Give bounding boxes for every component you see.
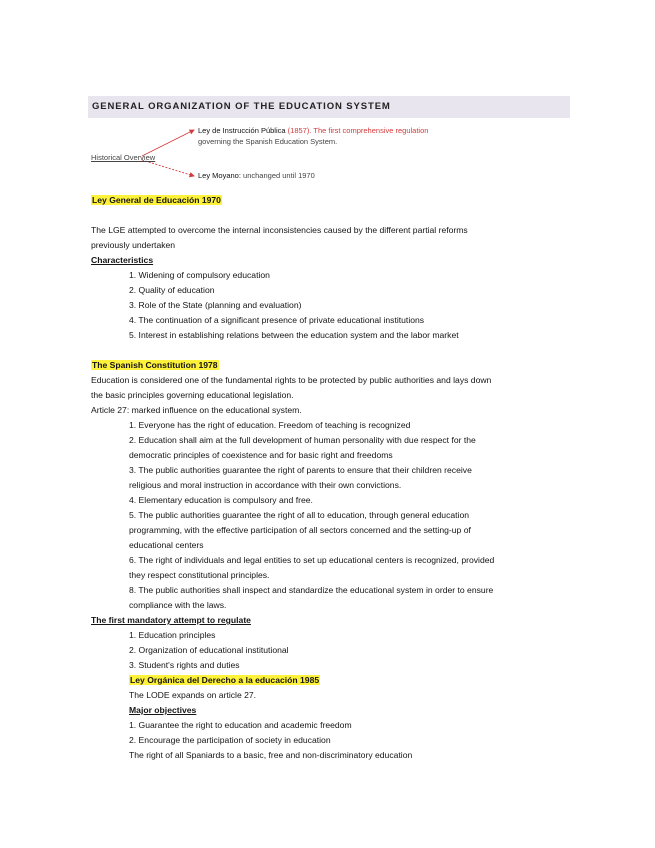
top-node-desc-1: The first comprehensive regulation <box>313 126 429 135</box>
top-node-title: Ley de Instrucción Pública <box>198 126 286 135</box>
list-item: 3. Student's rights and duties <box>129 660 240 670</box>
list-item-cont: programming, with the effective participation of all sectors concerned and the setting-up of <box>129 525 471 535</box>
list-item: 5. The public authorities guarantee the right of all to education, through general education <box>129 510 470 520</box>
list-item: 3. Role of the State (planning and evaluation) <box>129 300 302 310</box>
list-item: 2. Organization of educational institutional <box>129 645 289 655</box>
list-item: 1. Education principles <box>129 630 216 640</box>
constitution-intro-1: Education is considered one of the fundamental rights to be protected by public authorities and lays down <box>91 375 492 385</box>
document-body <box>91 193 561 763</box>
lge-heading: Ley General de Educación 1970 <box>92 195 221 205</box>
article-27-line: Article 27: marked influence on the educational system. <box>91 405 302 415</box>
lge-intro-2: previously undertaken <box>91 240 176 250</box>
list-item: 1. Guarantee the right to education and academic freedom <box>129 720 352 730</box>
first-attempt-heading: The first mandatory attempt to regulate <box>91 615 251 625</box>
list-item: 6. The right of individuals and legal entities to set up educational centers is recognized, provided <box>129 555 495 565</box>
list-item: 2. Education shall aim at the full development of human personality with due respect for the <box>129 435 476 445</box>
list-item: 8. The public authorities shall inspect and standardize the educational system in order to ensure <box>129 585 494 595</box>
section-header-title: GENERAL ORGANIZATION OF THE EDUCATION SYSTEM <box>92 101 391 112</box>
list-item-cont: educational centers <box>129 540 204 550</box>
list-item: 4. Elementary education is compulsory and free. <box>129 495 313 505</box>
major-objectives-label: Major objectives <box>129 705 197 715</box>
list-item: 3. The public authorities guarantee the right of parents to ensure that their children receive <box>129 465 472 475</box>
list-item: 2. Encourage the participation of society in education <box>129 735 331 745</box>
lode-closing: The right of all Spaniards to a basic, free and non-discriminatory education <box>129 750 413 760</box>
list-item-cont: religious and moral instruction in accordance with their own convictions. <box>129 480 402 490</box>
bottom-node <box>198 170 315 181</box>
bottom-node-title: Ley Moyano: <box>198 171 241 180</box>
top-node-year: (1857). <box>287 126 312 135</box>
historical-overview-diagram <box>88 120 488 190</box>
historical-overview-label: Historical Overview <box>91 153 156 162</box>
list-item-cont: compliance with the laws. <box>129 600 227 610</box>
constitution-intro-2: the basic principles governing educational legislation. <box>91 390 294 400</box>
list-item: 1. Everyone has the right of education. Freedom of teaching is recognized <box>129 420 411 430</box>
list-item: 2. Quality of education <box>129 285 215 295</box>
list-item-cont: democratic principles of coexistence and for basic right and freedoms <box>129 450 393 460</box>
bottom-node-desc: unchanged until 1970 <box>243 171 315 180</box>
list-item-cont: they respect constitutional principles. <box>129 570 270 580</box>
list-item: 4. The continuation of a significant presence of private educational institutions <box>129 315 425 325</box>
lode-heading: Ley Orgánica del Derecho a la educación 1985 <box>130 675 320 685</box>
list-item: 5. Interest in establishing relations between the education system and the labor market <box>129 330 459 340</box>
lode-intro: The LODE expands on article 27. <box>129 690 257 700</box>
top-node <box>198 125 428 147</box>
constitution-heading: The Spanish Constitution 1978 <box>92 360 218 370</box>
characteristics-label: Characteristics <box>91 255 154 265</box>
lge-intro-1: The LGE attempted to overcome the internal inconsistencies caused by the different partial reforms <box>91 225 468 235</box>
list-item: 1. Widening of compulsory education <box>129 270 270 280</box>
top-node-desc-2: governing the Spanish Education System. <box>198 137 338 146</box>
